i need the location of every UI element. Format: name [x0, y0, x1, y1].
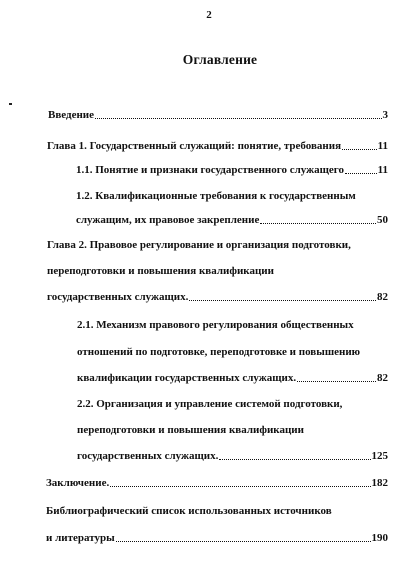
toc-entry-text: переподготовки и повышения квалификации: [47, 265, 274, 277]
toc-entry-section-1-2-line-2: [76, 211, 388, 227]
toc-entry-text: служащим, их правовое закрепление: [76, 214, 260, 226]
toc-entry-text: 2.2. Организация и управление системой подготовки,: [77, 398, 343, 410]
toc-entry-section-2-2-line-1: [77, 395, 388, 411]
toc-entry-text: отношений по подготовке, переподготовке и повышению: [77, 346, 361, 358]
toc-leader-dots: [342, 147, 377, 150]
toc-entry-section-1-2-line-1: [76, 187, 388, 203]
toc-entry-text: государственных служащих.: [47, 291, 189, 303]
page-number: 2: [206, 9, 212, 21]
toc-leader-dots: [219, 457, 370, 460]
toc-leader-dots: [110, 484, 370, 487]
toc-entry-bibliography-line-2: [46, 529, 388, 545]
toc-page-number: 3: [382, 109, 388, 121]
toc-entry-text: Глава 1. Государственный служащий: понятие, требования: [47, 140, 342, 152]
toc-entry-section-2-1-line-3: [77, 369, 388, 385]
toc-entry-conclusion: [46, 474, 388, 490]
toc-page-number: 82: [377, 291, 388, 303]
toc-leader-dots: [116, 539, 371, 542]
toc-entry-section-2-1-line-2: [77, 343, 388, 359]
toc-entry-section-2-2-line-3: [77, 447, 388, 463]
toc-leader-dots: [95, 116, 381, 119]
toc-entry-text: Введение: [48, 109, 95, 121]
toc-leader-dots: [297, 379, 376, 382]
toc-entry-text: квалификации государственных служащих.: [77, 372, 297, 384]
scan-speck: [9, 103, 12, 105]
toc-page-number: 11: [377, 140, 388, 152]
toc-leader-dots: [260, 221, 376, 224]
toc-entry-bibliography-line-1: [46, 502, 388, 518]
toc-page-number: 50: [377, 214, 388, 226]
toc-entry-text: переподготовки и повышения квалификации: [77, 424, 304, 436]
page-title: Оглавление: [182, 52, 258, 67]
toc-entry-text: Глава 2. Правовое регулирование и организация подготовки,: [47, 239, 351, 251]
toc-entry-chapter-2-line-2: [47, 262, 388, 278]
toc-page-number: 82: [377, 372, 388, 384]
toc-page-number: 125: [371, 450, 388, 462]
toc-entry-introduction: [48, 106, 388, 122]
toc-entry-text: 2.1. Механизм правового регулирования общественных: [77, 319, 354, 331]
toc-entry-text: Заключение.: [46, 477, 110, 489]
toc-entry-text: Библиографический список использованных источников: [46, 505, 332, 517]
toc-entry-chapter-1: [47, 137, 388, 153]
toc-page-number: 182: [371, 477, 388, 489]
toc-page-number: 11: [377, 164, 388, 176]
toc-entry-text: 1.1. Понятие и признаки государственного служащего: [76, 164, 345, 176]
toc-leader-dots: [189, 298, 376, 301]
toc-entry-section-1-1: [76, 161, 388, 177]
toc-entry-section-2-2-line-2: [77, 421, 388, 437]
toc-entry-text: 1.2. Квалификационные требования к государственным: [76, 190, 356, 202]
toc-entry-text: и литературы: [46, 532, 115, 544]
toc-entry-text: государственных служащих.: [77, 450, 219, 462]
toc-entry-chapter-2-line-1: [47, 236, 388, 252]
toc-entry-section-2-1-line-1: [77, 316, 388, 332]
toc-page-number: 190: [371, 532, 388, 544]
toc-entry-chapter-2-line-3: [47, 288, 388, 304]
toc-leader-dots: [345, 171, 377, 174]
